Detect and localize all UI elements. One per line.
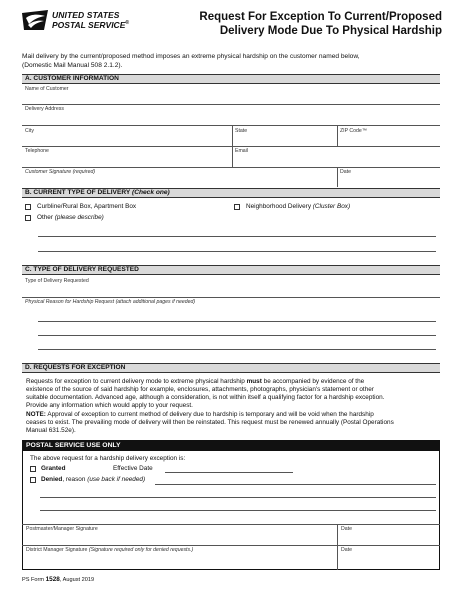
section-b-note: (Check one) bbox=[132, 189, 170, 196]
logo-line-1: UNITED STATES bbox=[52, 10, 120, 20]
denied-text: Denied bbox=[41, 476, 63, 483]
telephone-label: Telephone bbox=[25, 148, 49, 154]
denied-label bbox=[41, 476, 145, 483]
footer-date: , August 2019 bbox=[59, 577, 95, 583]
neighborhood-option-label bbox=[246, 203, 350, 210]
physical-reason-text: Physical Reason for Hardship Request bbox=[25, 299, 115, 305]
note-line-1: Approval of exception to current method of delivery due to hardship is temporary and will be void when the hardship bbox=[45, 411, 374, 418]
intro-text bbox=[22, 53, 442, 70]
physical-reason-note: (attach additional pages if needed) bbox=[115, 299, 196, 305]
telephone-email-divider bbox=[232, 146, 233, 167]
section-c-heading: C. TYPE OF DELIVERY REQUESTED bbox=[22, 265, 440, 275]
section-b-heading bbox=[22, 188, 440, 198]
form-title bbox=[182, 10, 442, 38]
requests-line-1a: Requests for exception to current delivery mode to extreme physical hardship bbox=[26, 378, 247, 385]
delivery-address-field[interactable] bbox=[22, 125, 440, 126]
section-b-title: B. CURRENT TYPE OF DELIVERY bbox=[25, 189, 131, 196]
neighborhood-option-note: (Cluster Box) bbox=[312, 203, 351, 210]
footer-form-number: 1528 bbox=[45, 576, 60, 583]
eagle-logo-icon bbox=[22, 9, 48, 31]
state-zip-divider bbox=[337, 125, 338, 146]
requests-line-3: suitable documentation. Advanced age, although a consideration, is not within itself a qualifying factor for a hardship exception. bbox=[26, 394, 385, 401]
customer-signature-label: Customer Signature (required) bbox=[25, 169, 96, 175]
physical-reason-line-2[interactable] bbox=[38, 335, 436, 336]
curbline-checkbox[interactable] bbox=[25, 204, 31, 210]
usps-logo bbox=[22, 8, 132, 34]
effective-date-label: Effective Date bbox=[113, 465, 153, 472]
footer-prefix: PS Form bbox=[22, 577, 46, 583]
other-description-line-1[interactable] bbox=[38, 236, 436, 237]
denied-reason-line-3[interactable] bbox=[40, 510, 436, 511]
district-section-divider bbox=[22, 545, 440, 546]
requests-line-4: Provide any information which would apply to your request. bbox=[26, 402, 193, 409]
postal-signature-date-divider bbox=[337, 524, 338, 570]
section-d-heading: D. REQUESTS FOR EXCEPTION bbox=[22, 363, 440, 373]
other-option-note: (please describe) bbox=[54, 214, 104, 221]
customer-name-field[interactable] bbox=[22, 104, 440, 105]
physical-reason-line-3[interactable] bbox=[38, 349, 436, 350]
district-signature-note: (Signature required only for denied requests.) bbox=[88, 547, 194, 553]
physical-reason-label bbox=[25, 299, 195, 305]
requests-paragraph bbox=[26, 378, 438, 410]
intro-line-1: Mail delivery by the current/proposed method imposes an extreme physical hardship on the customer named below, bbox=[22, 53, 360, 60]
district-signature-text: District Manager Signature bbox=[26, 547, 88, 553]
postmaster-signature-label: Postmaster/Manager Signature bbox=[26, 526, 98, 532]
note-label: NOTE: bbox=[26, 411, 46, 418]
requests-must: must bbox=[246, 378, 262, 385]
district-date-label: Date bbox=[341, 547, 352, 553]
curbline-option-label: Curbline/Rural Box, Apartment Box bbox=[37, 203, 137, 210]
type-requested-label: Type of Delivery Requested bbox=[25, 278, 89, 284]
logo-trademark: ® bbox=[125, 20, 130, 26]
requests-line-1b: be accompanied by evidence of the bbox=[261, 378, 365, 385]
form-footer bbox=[22, 576, 94, 583]
type-requested-field[interactable] bbox=[22, 297, 440, 298]
physical-reason-line-1[interactable] bbox=[38, 321, 436, 322]
signature-date-divider bbox=[337, 167, 338, 187]
neighborhood-option-text: Neighborhood Delivery bbox=[246, 203, 312, 210]
logo-line-2: POSTAL SERVICE bbox=[52, 20, 126, 30]
form-title-line-1: Request For Exception To Current/Proposed bbox=[199, 11, 442, 23]
other-description-line-2[interactable] bbox=[38, 251, 436, 252]
district-signature-label bbox=[26, 547, 193, 553]
requests-line-2: existence of the source of said hardship for example, enclosures, attachments, photographs, physician's statement or other bbox=[26, 386, 374, 393]
effective-date-field[interactable] bbox=[165, 472, 293, 473]
postal-use-intro: The above request for a hardship delivery exception is: bbox=[30, 455, 186, 462]
other-option-label bbox=[37, 214, 104, 221]
customer-name-label: Name of Customer bbox=[25, 86, 69, 92]
email-label: Email bbox=[235, 148, 248, 154]
delivery-address-label: Delivery Address bbox=[25, 106, 64, 112]
denied-note: (use back if needed) bbox=[87, 476, 146, 483]
neighborhood-checkbox[interactable] bbox=[234, 204, 240, 210]
other-option-text: Other bbox=[37, 214, 53, 221]
denied-reason-text: , reason bbox=[62, 476, 86, 483]
telephone-email-field[interactable] bbox=[22, 167, 440, 168]
note-line-3: Manual 631.52e). bbox=[26, 427, 76, 434]
denied-checkbox[interactable] bbox=[30, 477, 36, 483]
city-state-zip-field[interactable] bbox=[22, 146, 440, 147]
city-state-divider bbox=[232, 125, 233, 146]
granted-label: Granted bbox=[41, 465, 66, 472]
denied-reason-line-2[interactable] bbox=[40, 497, 436, 498]
city-label: City bbox=[25, 128, 34, 134]
denied-reason-line-1[interactable] bbox=[155, 484, 436, 485]
zip-code-label: ZIP Code™ bbox=[340, 128, 368, 134]
postmaster-date-label: Date bbox=[341, 526, 352, 532]
postmaster-section-divider bbox=[22, 524, 440, 525]
intro-line-2: (Domestic Mail Manual 508 2.1.2). bbox=[22, 61, 123, 69]
section-a-heading: A. CUSTOMER INFORMATION bbox=[22, 74, 440, 84]
signature-date-label: Date bbox=[340, 169, 351, 175]
form-title-line-2: Delivery Mode Due To Physical Hardship bbox=[219, 25, 442, 37]
postal-use-heading: POSTAL SERVICE USE ONLY bbox=[22, 440, 440, 451]
note-line-2: ceases to exist. The prevailing mode of delivery will then be reinstated. This request must be renewed annually (Postal Operations bbox=[26, 419, 394, 426]
state-label: State bbox=[235, 128, 248, 134]
note-paragraph bbox=[26, 411, 438, 435]
granted-checkbox[interactable] bbox=[30, 466, 36, 472]
other-checkbox[interactable] bbox=[25, 215, 31, 221]
